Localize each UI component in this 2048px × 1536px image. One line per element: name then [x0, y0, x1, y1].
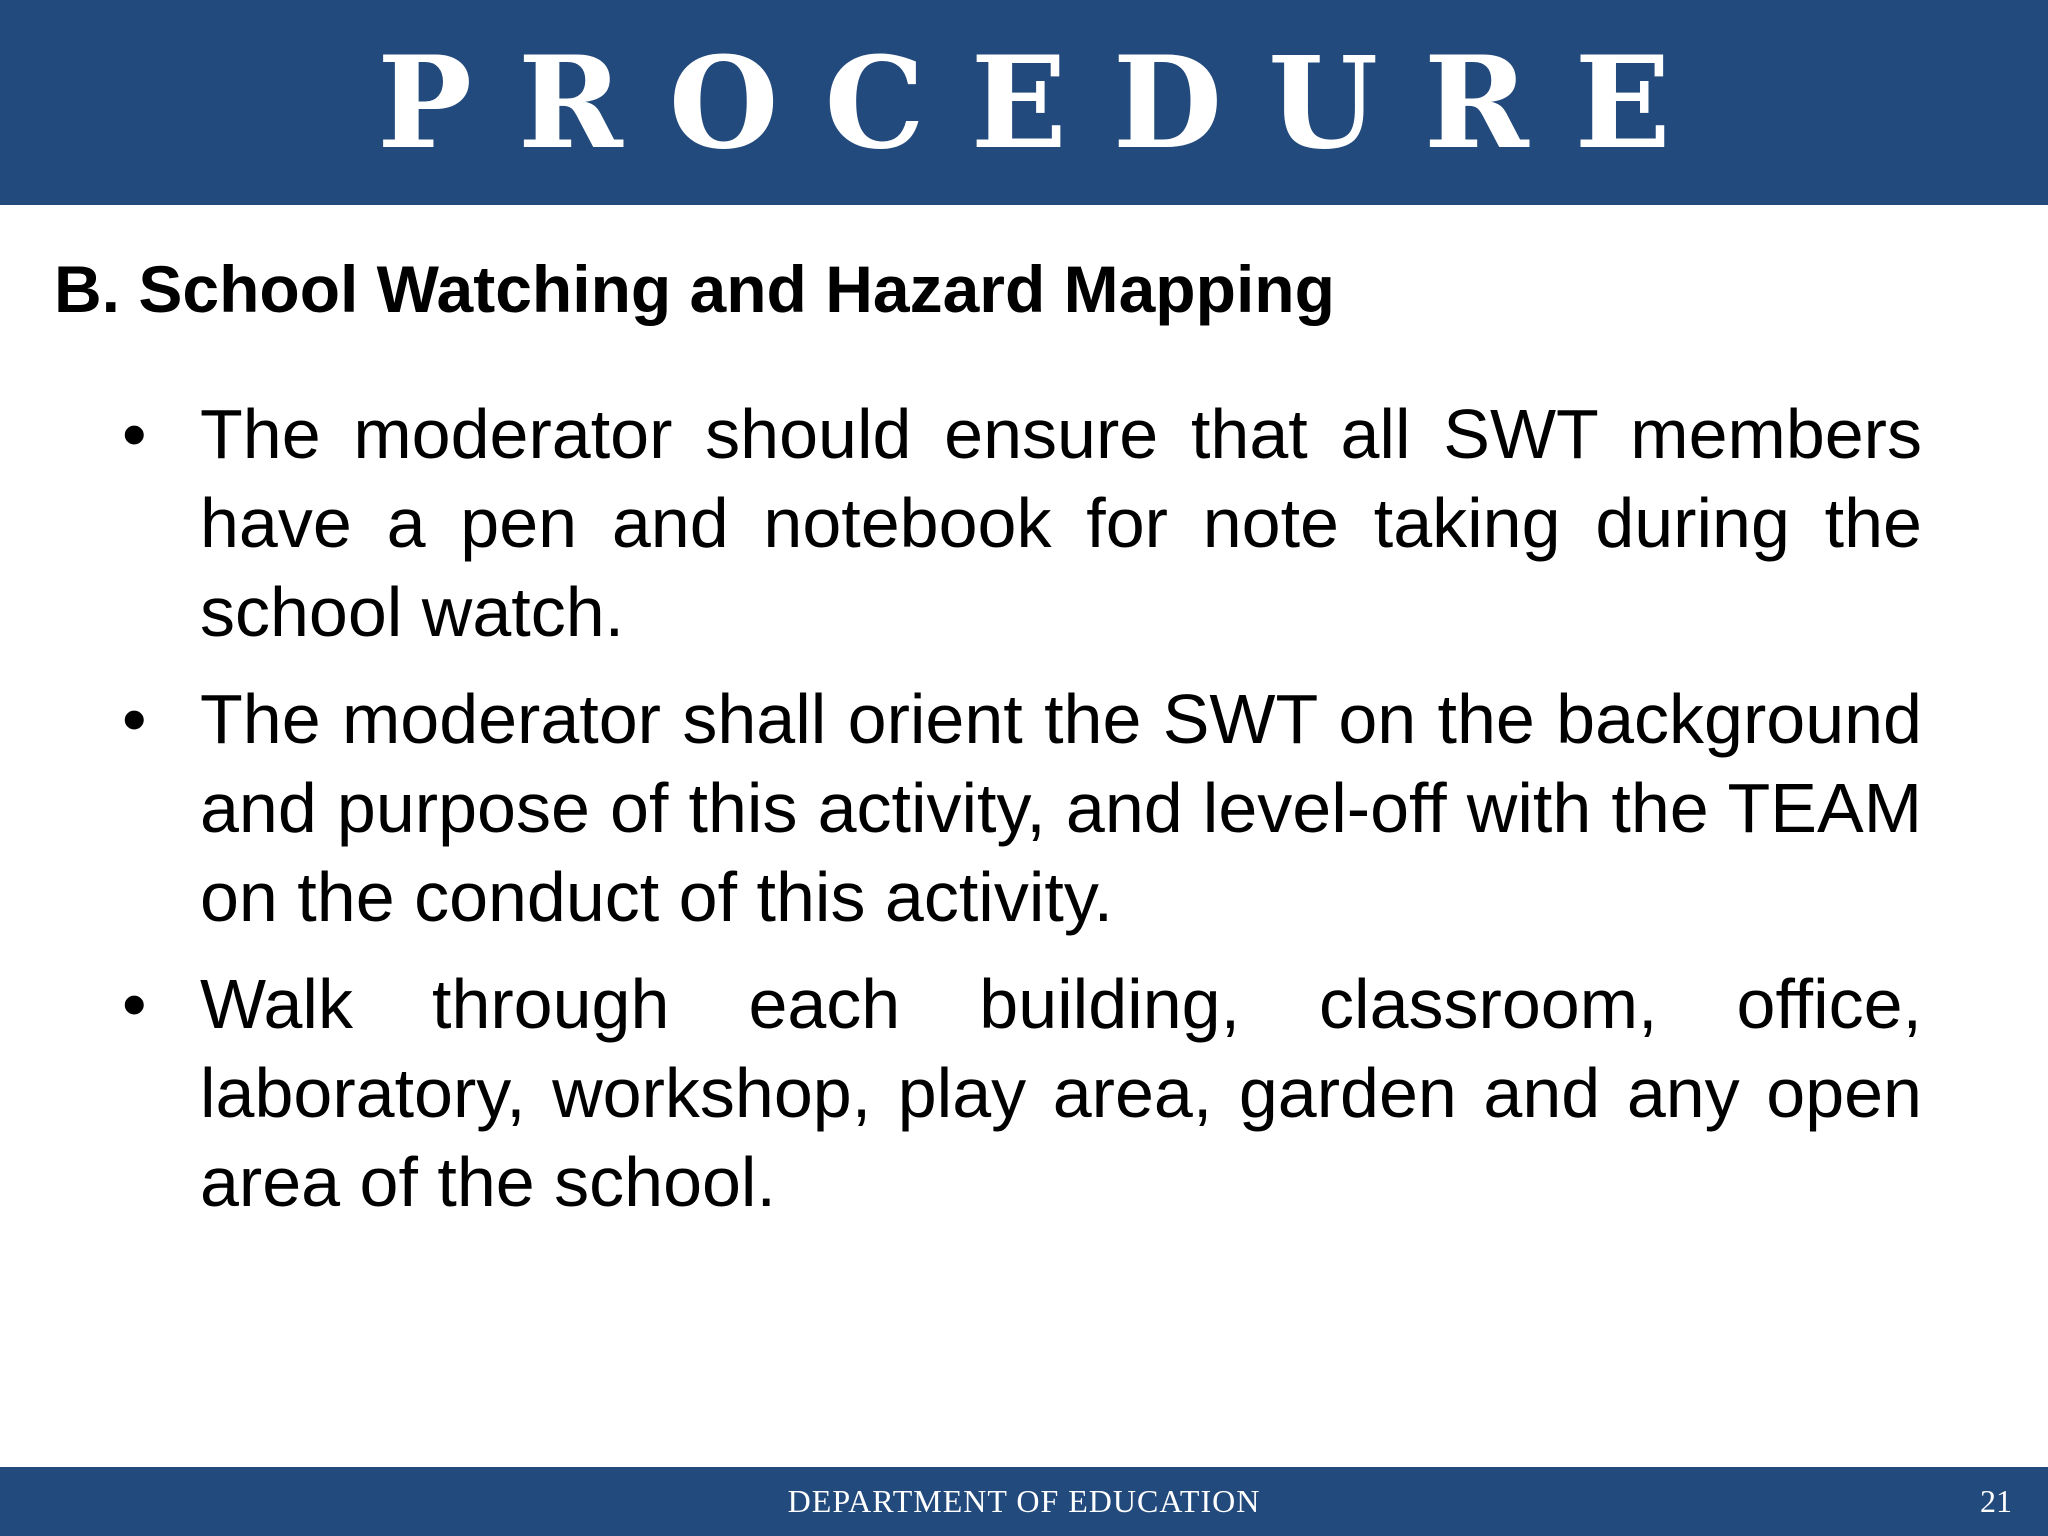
list-item — [122, 960, 1922, 1227]
list-item — [122, 675, 1922, 942]
page-number: 21 — [1980, 1483, 2012, 1519]
header-band — [0, 0, 2048, 205]
bullet-list — [122, 390, 1922, 1245]
bullet-text: Walk through each building, classroom, office, laboratory, workshop, play area, garden and any open area of the school. — [200, 965, 1922, 1221]
slide-title: PROCEDURE — [377, 28, 1717, 177]
bullet-text: The moderator should ensure that all SWT members have a pen and notebook for note taking during the school watch. — [200, 395, 1922, 651]
bullet-marker: • — [122, 395, 147, 473]
footer-band — [0, 1467, 2048, 1536]
footer-department: DEPARTMENT OF EDUCATION — [787, 1483, 1261, 1519]
bullet-marker: • — [122, 680, 147, 758]
bullet-text: The moderator shall orient the SWT on the background and purpose of this activity, and level-off with the TEAM on the conduct of this activity. — [200, 680, 1922, 936]
bullet-marker: • — [122, 965, 147, 1043]
section-heading: B. School Watching and Hazard Mapping — [54, 252, 1335, 326]
list-item — [122, 390, 1922, 657]
